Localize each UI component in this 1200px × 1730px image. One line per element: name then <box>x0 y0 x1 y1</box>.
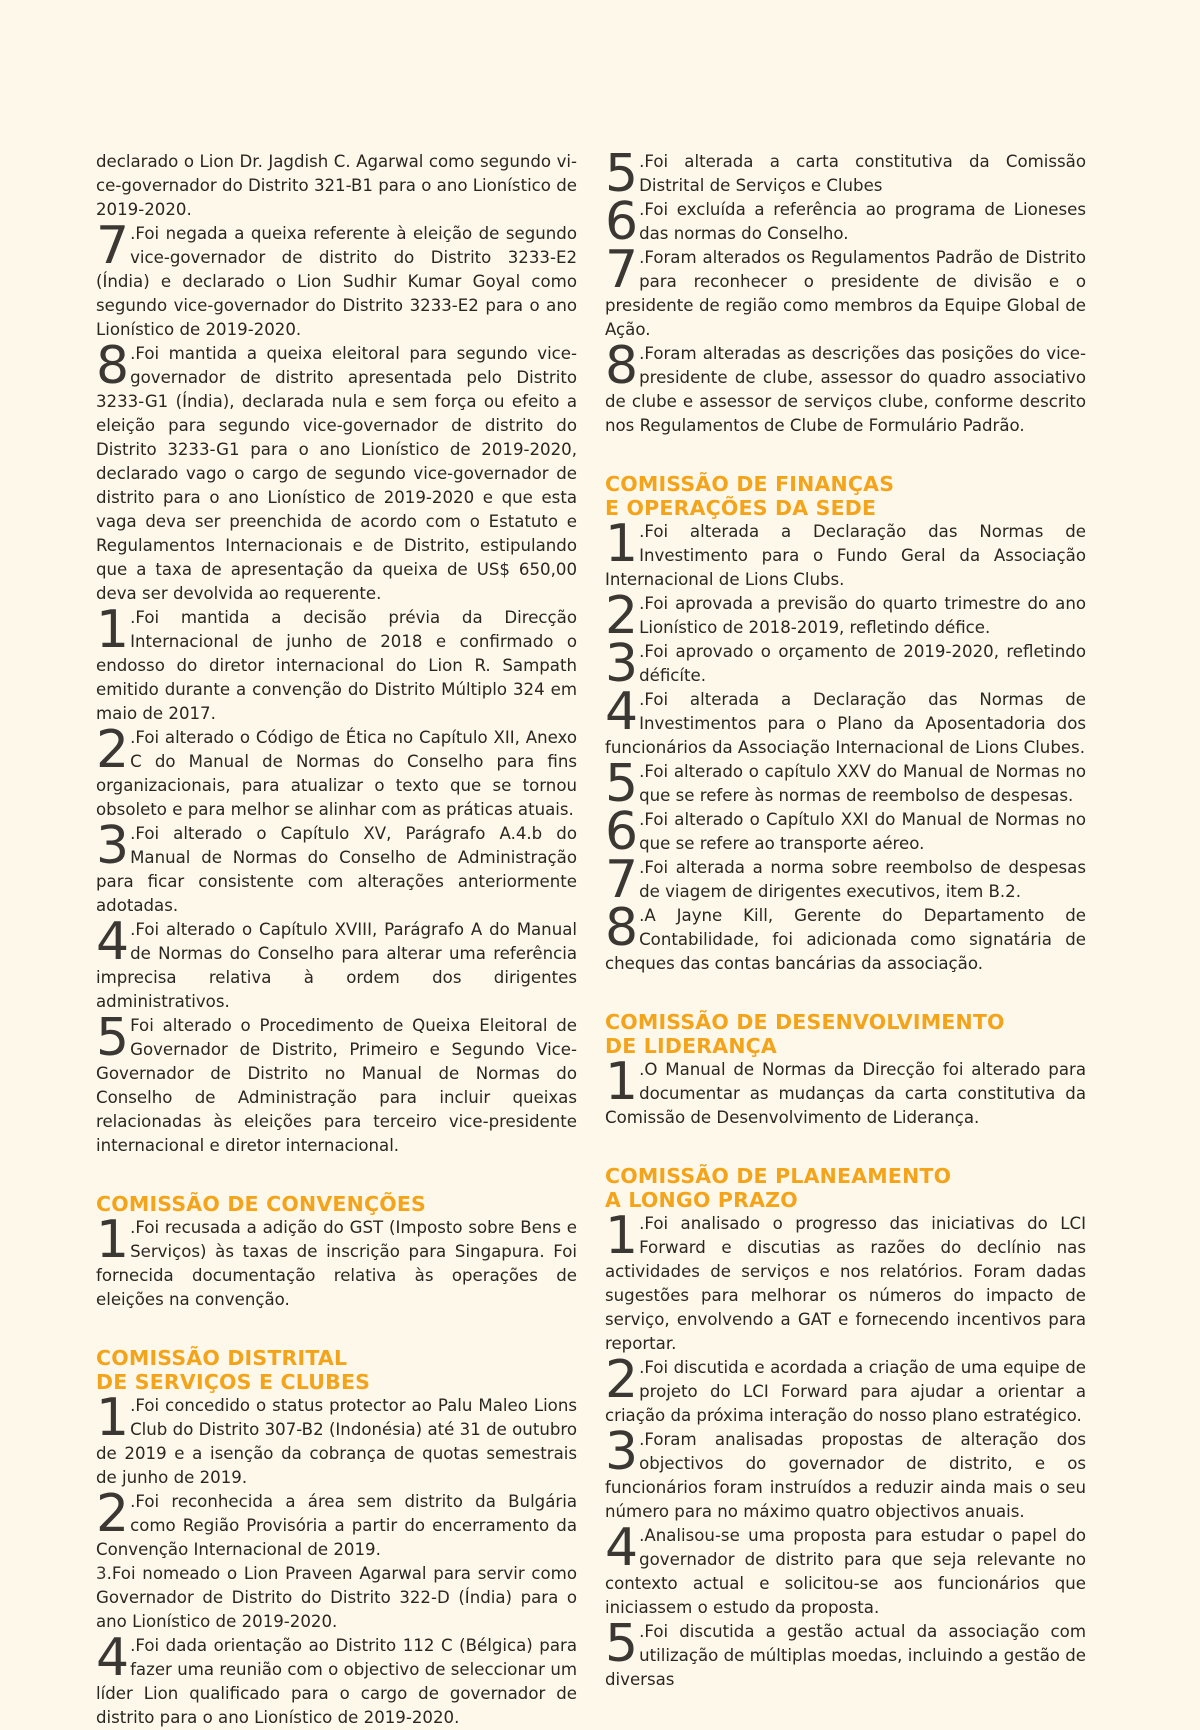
item-text: .Foi excluída a referência ao programa de Lioneses das normas do Conselho. <box>639 200 1086 243</box>
item-text: Foi alterado o Procedimento de Queixa Eleitoral de Governador de Distrito, Primeiro e Segundo Vice-Governador de Distrito no Manual de Normas do Conselho de Administração para incluir queixas relacionadas às eleições para terceiro vice-presidente internacional e diretor internacional. <box>96 1016 577 1155</box>
item-number: 1 <box>96 600 130 660</box>
item-number: 8 <box>96 336 130 396</box>
item-text: .Foi alterado o Capítulo XVIII, Parágrafo A do Manual de Normas do Conselho para alterar uma referência imprecisa relativa à ordem dos dirigentes administrativos. <box>96 920 577 1011</box>
item-number: 5 <box>605 1614 639 1674</box>
item-number: 3 <box>605 634 639 694</box>
item-text: .Foram analisadas propostas de alteração dos objectivos do governador de distrito, e os funcionários foram instruídos a reduzir ainda mais o seu número para no máximo quatro objectivos anuais. <box>605 1430 1086 1521</box>
list-item <box>96 720 577 822</box>
continuation-paragraph: declarado o Lion Dr. Jagdish C. Agarwal como segundo vice-governador do Distrito 321-B1 para o ano Lionístico de 2019-2020. <box>96 152 577 219</box>
item-text: .Foi alterada a Declaração das Normas de Investimentos para o Plano da Aposentadoria dos funcionários da Associação Internacional de Lions Clubes. <box>605 690 1086 757</box>
item-number: 1 <box>96 1388 130 1448</box>
item-number: 8 <box>605 898 639 958</box>
item-text: .Foi mantida a queixa eleitoral para segundo vice-governador de distrito apresentada pelo Distrito 3233-G1 (Índia), declarada nula e sem força ou efeito a eleição para segundo vice-governador de distrito do Distrito 3233-G1 para o ano Lionístico de 2019-2020, declarado vago o cargo de segundo vice-governador de distrito para o ano Lionístico de 2019-2020 e que esta vaga deva ser preenchida de acordo com o Estatuto e Regulamentos Internacionais e de Distrito, estipulando que a taxa de apresentação da queixa de US$ 650,00 deva ser devolvida ao requerente. <box>96 344 577 603</box>
item-number: 4 <box>96 1628 130 1688</box>
item-number: 2 <box>96 1484 130 1544</box>
section-heading-line: A LONGO PRAZO <box>605 1188 798 1212</box>
list-item <box>605 1350 1086 1428</box>
list-item <box>96 1388 577 1490</box>
item-number: 1 <box>605 1052 639 1112</box>
section-heading-line: DE SERVIÇOS E CLUBES <box>96 1370 371 1394</box>
list-item <box>605 1614 1086 1692</box>
list-item <box>96 1210 577 1312</box>
list-item <box>96 216 577 342</box>
section-heading-finance <box>605 472 1086 520</box>
list-item <box>605 1422 1086 1524</box>
item-number: 4 <box>605 1518 639 1578</box>
item-text: .Foi reconhecida a área sem distrito da Bulgária como Região Provisória a partir do encerramento da Convenção Internacional de 2019. <box>96 1492 577 1559</box>
item-text: .Foi alterado o Código de Ética no Capítulo XII, Anexo C do Manual de Normas do Conselho para fins organizacionais, para atualizar o texto que se tornou obsoleto e para melhor se alinhar com as práticas atuais. <box>96 728 577 819</box>
item-text: .Foi aprovada a previsão do quarto trimestre do ano Lionístico de 2018-2019, refletindo défice. <box>639 594 1086 637</box>
section-heading-long-range-planning <box>605 1164 1086 1212</box>
item-text: .Foram alterados os Regulamentos Padrão de Distrito para reconhecer o presidente de divisão e o presidente de região como membros da Equipe Global de Ação. <box>605 248 1086 339</box>
item-number: 3 <box>96 816 130 876</box>
item-text: .Foi alterada a Declaração das Normas de Investimento para o Fundo Geral da Associação Internacional de Lions Clubs. <box>605 522 1086 589</box>
list-item <box>96 1484 577 1562</box>
item-text: .Foi alterada a carta constitutiva da Comissão Distrital de Serviços e Clubes <box>639 152 1086 195</box>
item-text: .Analisou-se uma proposta para estudar o papel do governador de distrito para que seja relevante no contexto actual e solicitou-se aos funcionários que iniciassem o estudo da proposta. <box>605 1526 1086 1617</box>
item-number: 2 <box>605 1350 639 1410</box>
list-item <box>96 816 577 918</box>
item-number: 5 <box>96 1008 130 1068</box>
item-text: .Foi aprovado o orçamento de 2019-2020, refletindo déficíte. <box>639 642 1086 685</box>
section-heading-district-services <box>96 1346 577 1394</box>
item-text: .Foram alteradas as descrições das posições do vice-presidente de clube, assessor do quadro associativo de clube e assessor de serviços clube, conforme descrito nos Regulamentos de Clube de Formulário Padrão. <box>605 344 1086 435</box>
item-text: .Foi alterado o Capítulo XV, Parágrafo A.4.b do Manual de Normas do Conselho de Administração para ficar consistente com alterações anteriormente adotadas. <box>96 824 577 915</box>
section-heading-line: DE LIDERANÇA <box>605 1034 777 1058</box>
list-item <box>605 682 1086 760</box>
item-number: 4 <box>96 912 130 972</box>
item-number: 3 <box>605 1422 639 1482</box>
section-heading-line: COMISSÃO DISTRITAL <box>96 1346 348 1370</box>
list-item <box>605 898 1086 976</box>
item-number: 4 <box>605 682 639 742</box>
section-heading-line: COMISSÃO DE CONVENÇÕES <box>96 1192 426 1216</box>
item-text: .Foi mantida a decisão prévia da Direcção Internacional de junho de 2018 e confirmado o endosso do diretor internacional do Lion R. Sampath emitido durante a convenção do Distrito Múltiplo 324 em maio de 2017. <box>96 608 577 723</box>
section-heading-leadership <box>605 1010 1086 1058</box>
item-text: .Foi discutida a gestão actual da associação com utilização de múltiplas moedas, incluindo a gestão de diversas <box>605 1622 1086 1689</box>
left-column <box>96 150 577 1730</box>
section-heading-conventions <box>96 1192 577 1216</box>
item-number: 7 <box>96 216 130 276</box>
item-number: 1 <box>96 1210 130 1270</box>
list-item <box>605 1518 1086 1620</box>
list-item <box>605 240 1086 342</box>
list-item <box>605 336 1086 438</box>
list-item <box>96 600 577 726</box>
item-number: 7 <box>605 850 639 910</box>
item-text: .Foi alterado o capítulo XXV do Manual de Normas no que se refere às normas de reembolso de despesas. <box>639 762 1086 805</box>
list-item <box>605 1206 1086 1356</box>
item-number: 2 <box>96 720 130 780</box>
item-text: .O Manual de Normas da Direcção foi alterado para documentar as mudanças da carta constitutiva da Comissão de Desenvolvimento de Liderança. <box>605 1060 1086 1127</box>
list-item <box>605 192 1086 252</box>
list-item <box>96 912 577 1014</box>
item-number: 1 <box>605 1206 639 1266</box>
list-item <box>605 144 1086 204</box>
item-text: .Foi discutida e acordada a criação de uma equipe de projeto do LCI Forward para ajudar a orientar a criação da próxima interação do nosso plano estratégico. <box>605 1358 1086 1425</box>
list-item <box>605 586 1086 646</box>
item-text: .Foi nomeado o Lion Praveen Agarwal para servir como Governador de Distrito do Distrito 322-D (Índia) para o ano Lionístico de 2019-2020. <box>96 1564 577 1631</box>
list-item <box>96 336 577 606</box>
item-number: 5 <box>605 754 639 814</box>
item-number: 7 <box>605 240 639 300</box>
list-item <box>96 1008 577 1158</box>
list-item <box>605 754 1086 814</box>
item-number: 6 <box>605 192 639 252</box>
item-text: .Foi analisado o progresso das iniciativas do LCI Forward e discutias as razões do declínio nas actividades de serviços e nos relatórios. Foram dadas sugestões para melhorar os números do impacto de serviço, envolvendo a GAT e fornecendo incentivos para reportar. <box>605 1214 1086 1353</box>
list-item <box>605 802 1086 862</box>
item-number: 8 <box>605 336 639 396</box>
item-text: .Foi recusada a adição do GST (Imposto sobre Bens e Serviços) às taxas de inscrição para Singapura. Foi fornecida documentação relativa às operações de eleições na convenção. <box>96 1218 577 1309</box>
item-number: 1 <box>605 514 639 574</box>
section-heading-line: COMISSÃO DE DESENVOLVIMENTO <box>605 1010 1005 1034</box>
section-heading-line: COMISSÃO DE FINANÇAS <box>605 472 895 496</box>
item-number: 5 <box>605 144 639 204</box>
list-item <box>605 514 1086 592</box>
list-item <box>605 850 1086 910</box>
item-text: .Foi dada orientação ao Distrito 112 C (Bélgica) para fazer uma reunião com o objectivo de seleccionar um líder Lion qualificado para o cargo de governador de distrito para o ano Lionístico de 2019-2020. <box>96 1636 577 1727</box>
item-number: 3 <box>96 1564 107 1583</box>
list-item <box>96 1628 577 1730</box>
list-item <box>96 1562 577 1634</box>
item-text: .Foi alterada a norma sobre reembolso de despesas de viagem de dirigentes executivos, item B.2. <box>639 858 1086 901</box>
item-text: .Foi negada a queixa referente à eleição de segundo vice-governador de distrito do Distrito 3233-E2 (Índia) e declarado o Lion Sudhir Kumar Goyal como segundo vice-governador do Distrito 3233-E2 para o ano Lionístico de 2019-2020. <box>96 224 577 339</box>
item-text: .A Jayne Kill, Gerente do Departamento de Contabilidade, foi adicionada como signatária de cheques das contas bancárias da associação. <box>605 906 1086 973</box>
section-heading-line: E OPERAÇÕES DA SEDE <box>605 496 877 520</box>
list-item <box>605 634 1086 694</box>
item-number: 2 <box>605 586 639 646</box>
item-text: .Foi concedido o status protector ao Palu Maleo Lions Club do Distrito 307-B2 (Indonésia) até 31 de outubro de 2019 e a isenção da cobrança de quotas semestrais de junho de 2019. <box>96 1396 577 1487</box>
list-item <box>605 1052 1086 1130</box>
section-heading-line: COMISSÃO DE PLANEAMENTO <box>605 1164 952 1188</box>
item-text: .Foi alterado o Capítulo XXI do Manual de Normas no que se refere ao transporte aéreo. <box>639 810 1086 853</box>
item-number: 6 <box>605 802 639 862</box>
right-column <box>605 144 1086 1692</box>
